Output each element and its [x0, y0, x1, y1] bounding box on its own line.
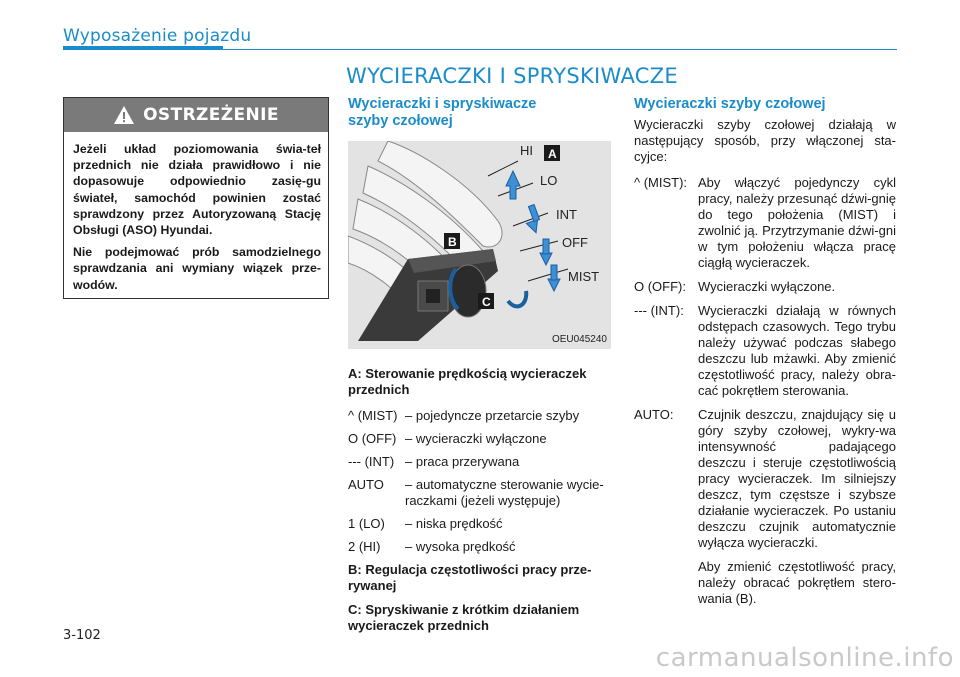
legend-row: 2 (HI) – wysoka prędkość: [348, 539, 516, 554]
label-int: INT: [556, 207, 577, 222]
label-off: OFF: [562, 235, 588, 250]
mode-row: --- (INT): Wycieraczki działają w równych odstępach czasowych. Tego trybu należy używać podczas słabego deszczu lub mżawki. Aby zmienić częstotliwość pracy, należy obra-cać pokrętłem sterowania.: [634, 303, 896, 398]
mode-row: AUTO: Czujnik deszczu, znajdujący się u góry szyby czołowej, wykry-wa intensywność padającego deszczu i steruje częstotliwością pracy wycieraczek. Im silniejszy deszcz, tym częstsze i szybsze działanie wycieraczek. Po ustaniu deszczu czujnik automatycznie wyłącza wycieraczki.: [634, 407, 896, 550]
header-accent-bar: [63, 46, 223, 50]
warning-paragraph-2: Nie podejmować prób samodzielnego sprawdzania ani wymiany wiązek prze-wodów.: [73, 245, 321, 292]
left-subhead-line-1: Wycieraczki i spryskiwacze: [348, 96, 537, 112]
legend-b-title: B: Regulacja częstotliwości pracy prze-rywanej: [348, 562, 592, 593]
label-lo: LO: [540, 173, 558, 188]
legend-row: 1 (LO) – niska prędkość: [348, 516, 503, 531]
label-hi: HI: [520, 143, 533, 158]
warning-text: [73, 141, 321, 299]
callout-c: C: [482, 295, 491, 309]
callout-b: B: [448, 235, 457, 249]
section-title: WYCIERACZKI I SPRYSKIWACZE: [346, 64, 678, 88]
legend-a-title: A: Sterowanie prędkością wycieraczek przednich: [348, 366, 587, 397]
warning-header: [64, 98, 328, 132]
mode-row-extra: Aby zmienić częstotliwość pracy, należy obracać pokrętłem stero-wania (B).: [698, 559, 896, 606]
label-mist: MIST: [568, 269, 600, 284]
right-text: [634, 117, 896, 615]
watermark: carmanualsonline.info: [655, 643, 954, 673]
warning-box: [63, 97, 329, 299]
left-subhead-line-2: szyby czołowej: [348, 113, 453, 129]
warning-triangle-icon: [113, 105, 135, 125]
legend-row: AUTO – automatyczne sterowanie wycie-raczkami (jeżeli występuje): [348, 477, 604, 508]
right-subhead: Wycieraczki szyby czołowej: [634, 96, 826, 112]
legend-c-title: C: Spryskiwanie z krótkim działaniem wycieraczek przednich: [348, 602, 580, 633]
figure-code: OEU045240: [551, 334, 607, 345]
running-header: Wyposażenie pojazdu: [63, 26, 252, 46]
legend-row: O (OFF) – wycieraczki wyłączone: [348, 431, 547, 446]
mode-row: O (OFF): Wycieraczki wyłączone.: [634, 279, 836, 294]
page-number: 3-102: [63, 628, 101, 643]
warning-title: OSTRZEŻENIE: [143, 105, 279, 125]
wiper-lever-figure: [348, 141, 611, 349]
mode-row: ^ (MIST): Aby włączyć pojedynczy cykl pracy, należy przesunąć dźwi-gnię do tego położenia (MIST) i zwolnić ją. Przytrzymanie dźwi-gni w tym położeniu włącza pracę ciągłą wycieraczek.: [634, 175, 896, 270]
wiper-lever-illustration: [348, 141, 611, 349]
right-intro: Wycieraczki szyby czołowej działają w następujący sposób, przy włączonej sta-cyjce:: [634, 117, 896, 164]
warning-paragraph-1: Jeżeli układ poziomowania świa-teł przednich nie działa prawidłowo i nie dopasowuje odpowiednio zasię-gu świateł, samochód powinien zostać sprawdzony przez Autoryzowaną Stację Obsługi (ASO) Hyundai.: [73, 142, 321, 238]
legend-row: ^ (MIST) – pojedyncze przetarcie szyby: [348, 408, 580, 423]
callout-a: A: [548, 147, 557, 161]
left-legend: [348, 366, 612, 634]
legend-row: --- (INT) – praca przerywana: [348, 454, 520, 469]
left-subhead: [348, 96, 536, 130]
